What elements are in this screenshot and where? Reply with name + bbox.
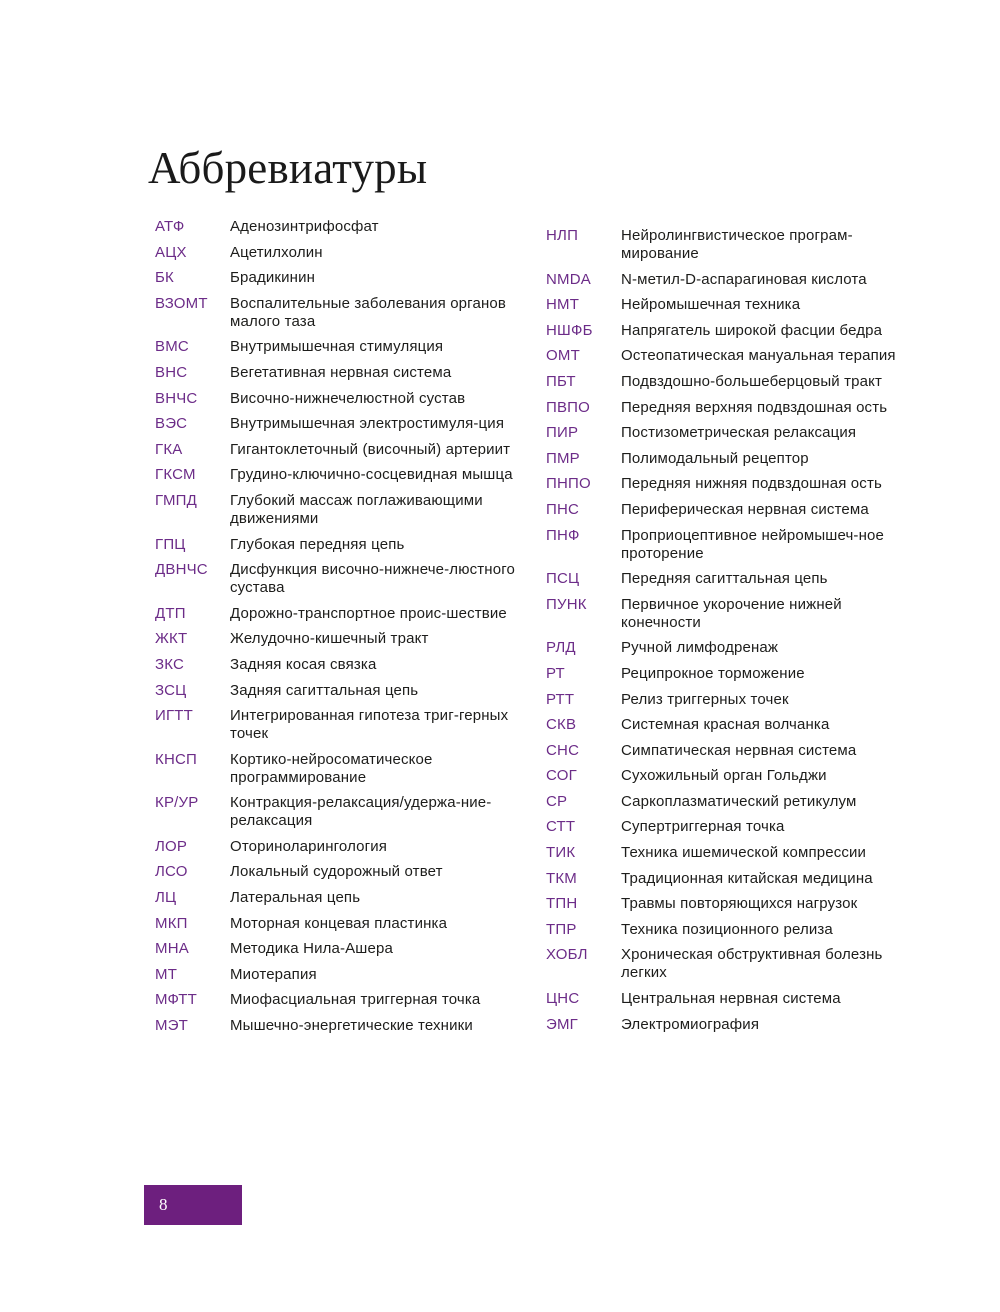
abbreviation-definition: Миофасциальная триггерная точка (230, 991, 481, 1009)
abbreviation-definition: Остеопатическая мануальная терапия (621, 347, 896, 365)
abbreviation: МФТТ (155, 991, 198, 1009)
abbreviation-list-left (155, 218, 515, 1043)
abbreviation: ПМР (546, 449, 580, 467)
abbreviation: ПУНК (546, 595, 587, 613)
abbreviation: ГКА (155, 440, 183, 458)
abbreviation-entry (155, 682, 515, 700)
abbreviation-definition: Периферическая нервная система (621, 500, 869, 518)
abbreviation: ОМТ (546, 347, 580, 365)
abbreviation-definition: Сухожильный орган Гольджи (621, 767, 827, 785)
abbreviation-definition: Реципрокное торможение (621, 664, 805, 682)
abbreviation-entry (546, 424, 906, 442)
abbreviation: NMDA (546, 270, 591, 288)
abbreviation: СКВ (546, 716, 577, 734)
abbreviation-entry (546, 990, 906, 1008)
abbreviation-entry (546, 570, 906, 588)
abbreviation: СР (546, 792, 568, 810)
abbreviation: НЛП (546, 227, 579, 244)
abbreviation: МТ (155, 965, 178, 983)
abbreviation: МКП (155, 914, 188, 932)
abbreviation: НШФБ (546, 321, 593, 339)
abbreviation-definition: Супертриггерная точка (621, 818, 785, 836)
abbreviation: ТКМ (546, 869, 577, 887)
abbreviation-entry (155, 656, 515, 674)
abbreviation-definition: Релиз триггерных точек (621, 690, 789, 708)
abbreviation: ЛЦ (155, 889, 177, 907)
abbreviation-definition: Аденозинтрифосфат (230, 218, 379, 235)
abbreviation: ЗСЦ (155, 681, 187, 699)
abbreviation-entry (155, 295, 515, 331)
abbreviation-entry (546, 767, 906, 785)
abbreviation-definition: Контракция-релаксация/удержа-ние-релаксация (230, 794, 492, 830)
abbreviation-entry (155, 751, 515, 787)
abbreviation: ЖКТ (155, 630, 188, 648)
abbreviation-definition: Латеральная цепь (230, 889, 361, 907)
abbreviation: ВЭС (155, 415, 188, 433)
abbreviation-definition: Хроническая обструктивная болезнь легких (621, 946, 883, 982)
abbreviation: ПНФ (546, 526, 580, 544)
abbreviation: ГПЦ (155, 535, 186, 553)
abbreviation: БК (155, 269, 174, 287)
abbreviation-definition: Нейромышечная техника (621, 296, 801, 314)
abbreviation-entry (155, 390, 515, 408)
abbreviation-definition: Грудино-ключично-сосцевидная мышца (230, 466, 513, 484)
abbreviation-entry (155, 991, 515, 1009)
abbreviation-entry (155, 966, 515, 984)
abbreviation-entry (155, 492, 515, 528)
abbreviation-definition: Интегрированная гипотеза триг-герных точек (230, 707, 509, 743)
abbreviation: МЭТ (155, 1017, 189, 1035)
abbreviation-entry (155, 940, 515, 958)
abbreviation-entry (546, 1016, 906, 1034)
abbreviation-definition: Травмы повторяющихся нагрузок (621, 895, 858, 913)
abbreviation-entry (155, 536, 515, 554)
abbreviation: КНСП (155, 750, 197, 768)
abbreviation: ПБТ (546, 372, 576, 390)
abbreviation-definition: Дорожно-транспортное проис-шествие (230, 604, 507, 622)
abbreviation: ПНС (546, 500, 580, 518)
abbreviation-definition: Ручной лимфодренаж (621, 639, 779, 657)
abbreviation: ЛОР (155, 837, 188, 855)
abbreviation-definition: Постизометрическая релаксация (621, 424, 857, 442)
abbreviation-definition: Нейролингвистическое програм-мирование (621, 227, 853, 262)
abbreviation: НМТ (546, 296, 580, 314)
abbreviation-definition: Брадикинин (230, 269, 316, 287)
abbreviation-entry (155, 441, 515, 459)
abbreviation: КР/УР (155, 794, 199, 812)
abbreviation-entry (155, 415, 515, 433)
abbreviation: РЛД (546, 639, 576, 657)
abbreviation-entry (155, 630, 515, 648)
abbreviation-definition: Кортико-нейросоматическое программирование (230, 750, 433, 786)
abbreviation-definition: Моторная концевая пластинка (230, 914, 448, 932)
abbreviation-definition: Миотерапия (230, 965, 317, 983)
abbreviation-definition: Симпатическая нервная система (621, 741, 857, 759)
abbreviation-entry (155, 244, 515, 262)
abbreviation-definition: Полимодальный рецептор (621, 449, 809, 467)
abbreviation-entry (155, 707, 515, 743)
abbreviation: ГКСМ (155, 466, 196, 484)
abbreviation: ТПН (546, 895, 578, 913)
abbreviation: ЗКС (155, 655, 185, 673)
abbreviation: ЭМГ (546, 1015, 578, 1033)
abbreviation-definition: Мышечно-энергетические техники (230, 1017, 473, 1035)
abbreviation-definition: Проприоцептивное нейромышеч-ное проторение (621, 526, 884, 562)
abbreviation-entry (546, 450, 906, 468)
abbreviation-definition: Внутримышечная стимуляция (230, 338, 444, 356)
abbreviation-entry (546, 946, 906, 982)
abbreviation-definition: Передняя сагиттальная цепь (621, 570, 828, 588)
abbreviation-entry (546, 844, 906, 862)
abbreviation-entry (155, 915, 515, 933)
abbreviation: ПСЦ (546, 570, 580, 588)
abbreviation-entry (155, 561, 515, 597)
abbreviation-definition: N-метил-D-аспарагиновая кислота (621, 270, 867, 288)
abbreviation: ДТП (155, 604, 186, 622)
abbreviation-definition: Дисфункция височно-нижнече-люстного сустава (230, 561, 515, 597)
abbreviation-definition: Техника ишемической компрессии (621, 844, 867, 862)
abbreviation: ДВНЧС (155, 561, 208, 579)
abbreviation-entry (155, 218, 515, 236)
abbreviation-entry (546, 691, 906, 709)
abbreviation-entry (546, 665, 906, 683)
abbreviation-definition: Саркоплазматический ретикулум (621, 792, 857, 810)
page-number-box (144, 1185, 242, 1225)
abbreviation-entry (155, 794, 515, 830)
abbreviation-definition: Глубокий массаж поглаживающими движениями (230, 491, 483, 527)
abbreviation-entry (546, 596, 906, 632)
abbreviation-entry (546, 475, 906, 493)
abbreviation: РТ (546, 664, 565, 682)
abbreviation: ВНЧС (155, 389, 198, 407)
abbreviation: СНС (546, 741, 580, 759)
abbreviation-entry (546, 742, 906, 760)
abbreviation-entry (546, 347, 906, 365)
abbreviation-entry (155, 466, 515, 484)
abbreviation: АЦХ (155, 243, 187, 261)
abbreviation-definition: Ацетилхолин (230, 243, 323, 261)
abbreviation-definition: Оториноларингология (230, 837, 388, 855)
page-number: 8 (159, 1195, 168, 1214)
abbreviation: РТТ (546, 690, 575, 708)
abbreviation: ХОБЛ (546, 946, 588, 964)
abbreviation-definition: Напрягатель широкой фасции бедра (621, 321, 883, 339)
abbreviation-entry (155, 269, 515, 287)
abbreviation: ТПР (546, 920, 577, 938)
abbreviation-entry (155, 1017, 515, 1035)
abbreviation: ЦНС (546, 990, 580, 1008)
abbreviation: ТИК (546, 844, 576, 862)
abbreviation-definition: Внутримышечная электростимуля-ция (230, 415, 505, 433)
abbreviation-entry (155, 889, 515, 907)
abbreviation-entry (546, 271, 906, 289)
abbreviation: МНА (155, 940, 189, 958)
abbreviation-entry (546, 818, 906, 836)
abbreviation-entry (546, 501, 906, 519)
abbreviation-definition: Глубокая передняя цепь (230, 535, 405, 553)
abbreviation-entry (546, 639, 906, 657)
abbreviation-entry (546, 527, 906, 563)
abbreviation-definition: Височно-нижнечелюстной сустав (230, 389, 466, 407)
abbreviation-entry (546, 373, 906, 391)
abbreviation-entry (155, 863, 515, 881)
abbreviation: СТТ (546, 818, 576, 836)
abbreviation-entry (546, 322, 906, 340)
abbreviation-entry (546, 399, 906, 417)
abbreviation-entry (546, 895, 906, 913)
abbreviation-entry (546, 227, 906, 263)
abbreviation-definition: Передняя нижняя подвздошная ость (621, 475, 882, 493)
abbreviation-entry (546, 296, 906, 314)
abbreviation-entry (155, 338, 515, 356)
abbreviation-definition: Традиционная китайская медицина (621, 869, 873, 887)
abbreviation: ПВПО (546, 398, 591, 416)
abbreviation: ИГТТ (155, 707, 194, 725)
abbreviation-entry (155, 605, 515, 623)
abbreviation-definition: Передняя верхняя подвздошная ость (621, 398, 888, 416)
abbreviation-definition: Подвздошно-большеберцовый тракт (621, 372, 882, 390)
abbreviation: ПИР (546, 424, 579, 442)
abbreviation-definition: Локальный судорожный ответ (230, 863, 443, 881)
abbreviation-definition: Центральная нервная система (621, 990, 841, 1008)
abbreviation-entry (155, 838, 515, 856)
abbreviation: СОГ (546, 767, 577, 785)
abbreviation: ПНПО (546, 475, 591, 493)
abbreviation: ЛСО (155, 863, 188, 881)
abbreviation-definition: Методика Нила-Ашера (230, 940, 393, 958)
abbreviation-entry (155, 364, 515, 382)
abbreviation-definition: Электромиография (621, 1015, 760, 1033)
abbreviation-entry (546, 921, 906, 939)
abbreviation: ВМС (155, 338, 189, 356)
abbreviation-definition: Задняя сагиттальная цепь (230, 681, 419, 699)
abbreviation-definition: Желудочно-кишечный тракт (230, 630, 429, 648)
abbreviation: АТФ (155, 218, 185, 235)
abbreviation-entry (546, 793, 906, 811)
abbreviation-list-right (546, 227, 906, 1041)
abbreviation-definition: Первичное укорочение нижней конечности (621, 595, 842, 631)
abbreviation-definition: Техника позиционного релиза (621, 920, 833, 938)
abbreviation-definition: Вегетативная нервная система (230, 363, 452, 381)
abbreviation-entry (546, 716, 906, 734)
abbreviation: ГМПД (155, 491, 198, 509)
page-title: Аббревиатуры (148, 143, 428, 193)
abbreviation-definition: Задняя косая связка (230, 655, 377, 673)
abbreviation-definition: Системная красная волчанка (621, 716, 830, 734)
abbreviation-definition: Гигантоклеточный (височный) артериит (230, 440, 511, 458)
abbreviation: ВЗОМТ (155, 294, 208, 312)
abbreviation: ВНС (155, 363, 188, 381)
abbreviation-definition: Воспалительные заболевания органов малого таза (230, 294, 507, 330)
abbreviation-entry (546, 870, 906, 888)
